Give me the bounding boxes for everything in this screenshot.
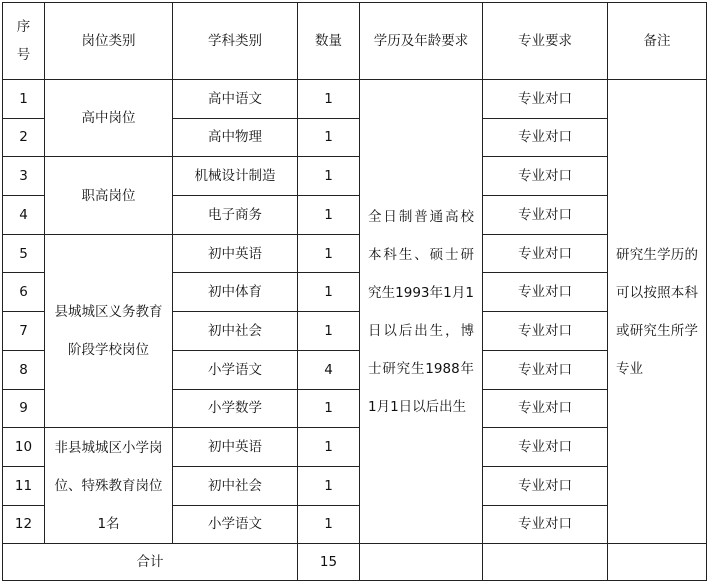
- row-subject: 初中英语: [173, 234, 298, 273]
- row-major: 专业对口: [483, 389, 608, 428]
- row-qty: 1: [298, 157, 360, 196]
- row-qty: 1: [298, 80, 360, 119]
- group-non-county-label: 非县城城区小学岗位、特殊教育岗位1名: [54, 439, 163, 532]
- row-major: 专业对口: [483, 118, 608, 157]
- table-row: [3, 234, 707, 273]
- header-major-requirement: 专业要求: [483, 3, 608, 80]
- total-qty: 15: [298, 544, 360, 581]
- row-qty: 1: [298, 196, 360, 235]
- row-subject: 小学语文: [173, 505, 298, 544]
- header-subject-type: 学科类别: [173, 3, 298, 80]
- header-seq-line2: 号: [16, 47, 31, 63]
- row-major: 专业对口: [483, 428, 608, 467]
- total-label: 合计: [3, 544, 298, 581]
- row-major: 专业对口: [483, 80, 608, 119]
- table-row: [3, 157, 707, 196]
- row-seq: 5: [3, 234, 45, 273]
- row-subject: 初中社会: [173, 466, 298, 505]
- group-non-county: [45, 428, 173, 544]
- row-major: 专业对口: [483, 505, 608, 544]
- education-age-requirement: [360, 80, 483, 544]
- table-row: [3, 80, 707, 119]
- row-subject: 机械设计制造: [173, 157, 298, 196]
- row-qty: 1: [298, 118, 360, 157]
- group-county-compulsory: [45, 234, 173, 427]
- row-major: 专业对口: [483, 466, 608, 505]
- row-major: 专业对口: [483, 196, 608, 235]
- row-seq: 4: [3, 196, 45, 235]
- group-high-school-label: 高中岗位: [81, 110, 136, 127]
- row-qty: 1: [298, 273, 360, 312]
- header-seq-line1: 序: [16, 19, 31, 35]
- row-subject: 小学数学: [173, 389, 298, 428]
- row-qty: 1: [298, 428, 360, 467]
- total-empty-education: [360, 544, 483, 581]
- row-subject: 初中体育: [173, 273, 298, 312]
- group-high-school: [45, 80, 173, 157]
- recruitment-table-wrapper: [2, 2, 707, 581]
- row-seq: 7: [3, 312, 45, 351]
- total-empty-major: [483, 544, 608, 581]
- row-qty: 1: [298, 234, 360, 273]
- row-seq: 10: [3, 428, 45, 467]
- row-seq: 2: [3, 118, 45, 157]
- row-seq: 9: [3, 389, 45, 428]
- total-row: [3, 544, 707, 581]
- remarks-text: 研究生学历的可以按照本科或研究生所学专业: [616, 246, 698, 377]
- row-seq: 11: [3, 466, 45, 505]
- header-seq: [3, 3, 45, 80]
- row-major: 专业对口: [483, 273, 608, 312]
- education-age-text: 全日制普通高校本科生、硕士研究生1993年1月1日以后出生，博士研究生1988年1月1日以后出生: [368, 208, 474, 415]
- row-subject: 小学语文: [173, 350, 298, 389]
- header-position-type: 岗位类别: [45, 3, 173, 80]
- row-subject: 初中英语: [173, 428, 298, 467]
- group-vocational-label: 职高岗位: [81, 187, 136, 204]
- row-seq: 6: [3, 273, 45, 312]
- row-subject: 电子商务: [173, 196, 298, 235]
- row-seq: 1: [3, 80, 45, 119]
- total-empty-remarks: [608, 544, 707, 581]
- group-vocational: [45, 157, 173, 234]
- row-subject: 初中社会: [173, 312, 298, 351]
- row-major: 专业对口: [483, 157, 608, 196]
- row-seq: 8: [3, 350, 45, 389]
- group-county-compulsory-label: 县城城区义务教育阶段学校岗位: [54, 303, 163, 358]
- row-qty: 1: [298, 466, 360, 505]
- row-major: 专业对口: [483, 350, 608, 389]
- recruitment-table: [2, 2, 707, 581]
- header-row: [3, 3, 707, 80]
- header-quantity: 数量: [298, 3, 360, 80]
- row-qty: 1: [298, 505, 360, 544]
- row-major: 专业对口: [483, 234, 608, 273]
- row-qty: 1: [298, 312, 360, 351]
- header-remarks: 备注: [608, 3, 707, 80]
- header-education-age: 学历及年龄要求: [360, 3, 483, 80]
- row-qty: 1: [298, 389, 360, 428]
- remarks-cell: [608, 80, 707, 544]
- row-major: 专业对口: [483, 312, 608, 351]
- row-subject: 高中语文: [173, 80, 298, 119]
- row-seq: 3: [3, 157, 45, 196]
- table-row: [3, 428, 707, 467]
- row-subject: 高中物理: [173, 118, 298, 157]
- row-seq: 12: [3, 505, 45, 544]
- row-qty: 4: [298, 350, 360, 389]
